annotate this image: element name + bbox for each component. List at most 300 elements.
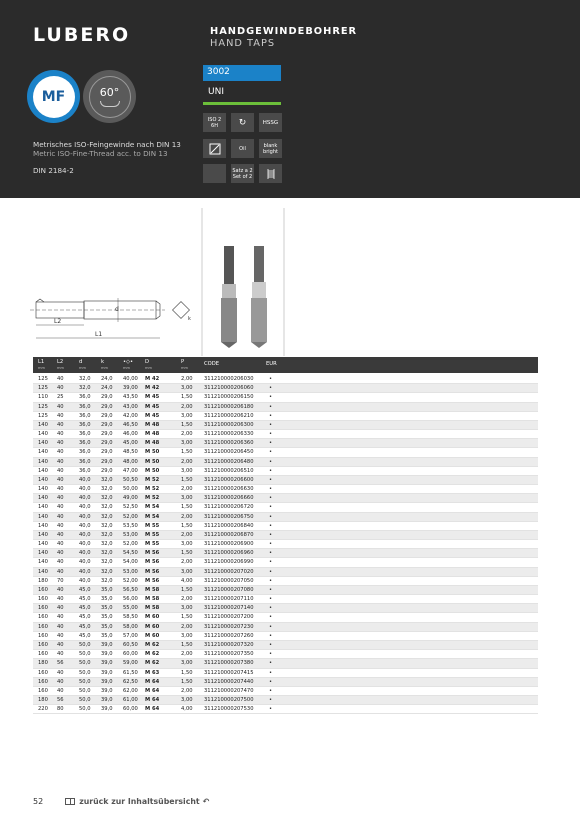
table-cell: 2,00 [181, 531, 193, 538]
table-cell: 36,0 [79, 458, 91, 465]
col-label: L1 [38, 359, 45, 365]
table-row [33, 549, 538, 558]
table-cell: 43,50 [123, 394, 138, 401]
table-cell: 1,50 [181, 669, 193, 676]
table-cell: M 56 [145, 568, 160, 575]
table-cell: 29,0 [101, 467, 113, 474]
table-cell: 52,50 [123, 504, 138, 511]
table-cell: M 64 [145, 687, 160, 694]
table-cell: 311210000206300 [204, 421, 254, 428]
table-cell: 45,0 [79, 614, 91, 621]
table-cell: 40 [57, 669, 64, 676]
table-cell: 59,00 [123, 660, 138, 667]
table-cell: M 64 [145, 706, 160, 713]
table-cell: 35,0 [101, 623, 113, 630]
col-label: EUR [266, 361, 277, 367]
table-cell: 32,0 [101, 531, 113, 538]
table-cell: 311210000206900 [204, 541, 254, 548]
table-cell: 40 [57, 403, 64, 410]
table-cell: 40,0 [79, 568, 91, 575]
table-cell: 160 [38, 623, 48, 630]
table-cell: 40 [57, 504, 64, 511]
col-header-eur [266, 362, 277, 368]
table-row [33, 448, 538, 457]
table-cell: 70 [57, 577, 64, 584]
col-label: D [145, 359, 149, 365]
table-row [33, 705, 538, 714]
table-cell: 52,00 [123, 577, 138, 584]
table-cell: M 64 [145, 678, 160, 685]
table-cell: 1,50 [181, 522, 193, 529]
col-header-pitch [181, 360, 188, 371]
table-cell: 40 [57, 678, 64, 685]
table-cell: • [269, 458, 273, 465]
table-cell: 53,00 [123, 568, 138, 575]
table-cell: 2,00 [181, 513, 193, 520]
tap-photo-2 [251, 246, 267, 348]
table-cell: 160 [38, 596, 48, 603]
table-cell: 160 [38, 586, 48, 593]
table-cell: M 60 [145, 632, 160, 639]
table-cell: 140 [38, 467, 48, 474]
table-cell: 50,0 [79, 660, 91, 667]
table-cell: 40 [57, 586, 64, 593]
table-cell: • [269, 550, 273, 557]
table-cell: • [269, 412, 273, 419]
logo-last-letter: O [111, 24, 131, 46]
table-cell: 53,50 [123, 522, 138, 529]
table-cell: 3,00 [181, 605, 193, 612]
table-cell: 3,00 [181, 632, 193, 639]
table-cell: 311210000206210 [204, 412, 254, 419]
table-row [33, 586, 538, 595]
tap-drawing-svg [0, 198, 580, 358]
return-arrow-icon: ↶ [202, 797, 210, 806]
table-cell: • [269, 641, 273, 648]
table-cell: 39,0 [101, 697, 113, 704]
col-unit: mm [145, 365, 153, 370]
table-cell: 311210000206510 [204, 467, 254, 474]
col-label: P [181, 359, 185, 365]
col-label: k [101, 359, 105, 365]
icon-line1: blank [263, 142, 278, 149]
table-row [33, 393, 538, 402]
table-cell: 3,00 [181, 412, 193, 419]
table-cell: 3,00 [181, 541, 193, 548]
drawing-label-d: d [115, 306, 119, 313]
col-header-l2 [57, 360, 64, 371]
table-cell: 56,50 [123, 586, 138, 593]
table-cell: • [269, 531, 273, 538]
table-cell: 40 [57, 458, 64, 465]
table-cell: 39,0 [101, 687, 113, 694]
product-code-badge: 3002 [203, 65, 281, 81]
table-cell: M 42 [145, 385, 160, 392]
table-cell: 40,0 [79, 486, 91, 493]
table-cell: M 62 [145, 651, 160, 658]
table-cell: 36,0 [79, 440, 91, 447]
table-cell: 40 [57, 495, 64, 502]
icon-line2: 6H [211, 122, 218, 129]
material-icon [259, 113, 282, 132]
col-header-l1 [38, 360, 45, 371]
table-cell: 311210000207440 [204, 678, 254, 685]
table-cell: 35,0 [101, 605, 113, 612]
table-row [33, 568, 538, 577]
table-cell: 40 [57, 541, 64, 548]
table-cell: • [269, 541, 273, 548]
table-cell: 140 [38, 440, 48, 447]
table-cell: M 58 [145, 586, 160, 593]
table-cell: 40 [57, 467, 64, 474]
table-cell: 3,00 [181, 385, 193, 392]
table-cell: 40 [57, 605, 64, 612]
table-cell: M 55 [145, 531, 160, 538]
table-cell: 311210000207500 [204, 697, 254, 704]
table-cell: 29,0 [101, 421, 113, 428]
table-cell: 1,50 [181, 641, 193, 648]
table-cell: 40,0 [79, 522, 91, 529]
table-cell: 39,0 [101, 706, 113, 713]
table-cell: 311210000206180 [204, 403, 254, 410]
tap-photo-1 [221, 246, 237, 348]
table-cell: 40,0 [79, 513, 91, 520]
table-cell: 220 [38, 706, 48, 713]
table-row [33, 641, 538, 650]
table-cell: 50,0 [79, 706, 91, 713]
table-cell: • [269, 522, 273, 529]
table-cell: 110 [38, 394, 48, 401]
table-cell: 54,50 [123, 550, 138, 557]
table-cell: • [269, 614, 273, 621]
table-cell: 1,50 [181, 476, 193, 483]
variant-color-bar [203, 102, 281, 105]
table-cell: 3,00 [181, 495, 193, 502]
table-cell: 36,0 [79, 431, 91, 438]
table-cell: • [269, 586, 273, 593]
table-cell: 40 [57, 596, 64, 603]
table-cell: • [269, 476, 273, 483]
table-cell: 40 [57, 421, 64, 428]
table-cell: 311210000206660 [204, 495, 254, 502]
surface-icon [259, 139, 282, 158]
table-cell: M 48 [145, 440, 160, 447]
table-row [33, 485, 538, 494]
table-cell: 32,0 [101, 577, 113, 584]
table-cell: M 55 [145, 541, 160, 548]
table-cell: M 62 [145, 660, 160, 667]
table-cell: 32,0 [101, 541, 113, 548]
coolant-icon [203, 139, 226, 158]
table-cell: 61,00 [123, 697, 138, 704]
table-cell: • [269, 577, 273, 584]
table-cell: • [269, 385, 273, 392]
table-cell: 50,0 [79, 697, 91, 704]
iso-tolerance-icon [203, 113, 226, 132]
table-cell: 40 [57, 531, 64, 538]
table-cell: 311210000206720 [204, 504, 254, 511]
table-cell: 56,00 [123, 596, 138, 603]
icon-line1: Satz a 2 [232, 167, 253, 174]
back-to-contents-link[interactable] [65, 797, 209, 806]
col-header-d [79, 360, 86, 371]
product-description [33, 140, 181, 158]
table-cell: 40 [57, 559, 64, 566]
table-cell: 160 [38, 669, 48, 676]
din-standard: DIN 2184-2 [33, 166, 74, 175]
table-cell: 40 [57, 476, 64, 483]
title-de: HANDGEWINDEBOHRER [210, 26, 358, 37]
table-cell: 40,0 [79, 577, 91, 584]
lubero-logo [33, 24, 130, 46]
table-row [33, 467, 538, 476]
table-cell: 32,0 [101, 476, 113, 483]
back-to-contents-label: zurück zur Inhaltsübersicht [79, 797, 200, 806]
table-cell: 40,0 [79, 476, 91, 483]
table-cell: 40,0 [79, 559, 91, 566]
table-cell: • [269, 394, 273, 401]
table-cell: 39,0 [101, 651, 113, 658]
table-cell: 50,0 [79, 678, 91, 685]
table-cell: 311210000206630 [204, 486, 254, 493]
table-row [33, 659, 538, 668]
table-cell: 46,50 [123, 421, 138, 428]
table-cell: 311210000206600 [204, 476, 254, 483]
table-cell: 140 [38, 513, 48, 520]
table-cell: • [269, 623, 273, 630]
table-cell: 56 [57, 660, 64, 667]
table-cell: 45,0 [79, 632, 91, 639]
table-cell: • [269, 632, 273, 639]
table-cell: 24,0 [101, 385, 113, 392]
table-row [33, 604, 538, 613]
table-cell: 140 [38, 522, 48, 529]
header-panel [0, 0, 580, 198]
table-cell: 62,50 [123, 678, 138, 685]
table-cell: 2,00 [181, 559, 193, 566]
table-cell: 2,00 [181, 596, 193, 603]
table-cell: 62,00 [123, 687, 138, 694]
table-cell: 311210000206990 [204, 559, 254, 566]
blank-icon [203, 164, 226, 183]
table-cell: 39,00 [123, 385, 138, 392]
table-cell: 80 [57, 706, 64, 713]
table-cell: 140 [38, 431, 48, 438]
table-cell: 40 [57, 440, 64, 447]
table-row [33, 430, 538, 439]
table-cell: 50,0 [79, 669, 91, 676]
table-cell: 311210000207110 [204, 596, 254, 603]
table-cell: 40 [57, 431, 64, 438]
table-cell: 40,00 [123, 376, 138, 382]
table-cell: 1,50 [181, 586, 193, 593]
table-cell: 40 [57, 513, 64, 520]
table-cell: 140 [38, 486, 48, 493]
table-cell: 311210000207080 [204, 586, 254, 593]
table-cell: 140 [38, 458, 48, 465]
icon-line1: ↻ [238, 117, 247, 128]
table-cell: 47,00 [123, 467, 138, 474]
table-cell: 32,0 [101, 513, 113, 520]
table-cell: 36,0 [79, 412, 91, 419]
table-cell: 40,0 [79, 550, 91, 557]
title-en: HAND TAPS [210, 38, 276, 49]
table-cell: 1,50 [181, 614, 193, 621]
table-cell: 29,0 [101, 394, 113, 401]
table-cell: 39,0 [101, 660, 113, 667]
table-cell: 36,0 [79, 421, 91, 428]
col-unit: mm [79, 365, 87, 370]
icon-line2: Set of 2 [232, 173, 253, 180]
table-cell: 311210000207140 [204, 605, 254, 612]
table-cell: M 48 [145, 421, 160, 428]
mf-badge-label: MF [41, 88, 66, 105]
table-cell: 48,50 [123, 449, 138, 456]
angle-arc-icon [100, 101, 120, 107]
table-cell: 40 [57, 449, 64, 456]
table-cell: 140 [38, 568, 48, 575]
table-cell: 40 [57, 641, 64, 648]
table-cell: 61,50 [123, 669, 138, 676]
table-row [33, 558, 538, 567]
table-cell: 2,00 [181, 623, 193, 630]
table-cell: 140 [38, 504, 48, 511]
product-table [33, 375, 538, 714]
table-row [33, 650, 538, 659]
table-cell: 140 [38, 476, 48, 483]
table-cell: 140 [38, 449, 48, 456]
table-cell: 311210000206330 [204, 431, 254, 438]
angle-badge [83, 70, 136, 123]
table-cell: • [269, 568, 273, 575]
table-cell: M 56 [145, 550, 160, 557]
table-row [33, 613, 538, 622]
table-cell: 25 [57, 394, 64, 401]
table-cell: 3,00 [181, 467, 193, 474]
table-cell: M 60 [145, 614, 160, 621]
table-cell: 50,0 [79, 641, 91, 648]
table-cell: 2,00 [181, 403, 193, 410]
table-cell: 50,0 [79, 651, 91, 658]
table-cell: • [269, 495, 273, 502]
table-row [33, 696, 538, 705]
table-cell: 40 [57, 385, 64, 392]
table-cell: 32,0 [79, 376, 91, 382]
table-cell: M 50 [145, 467, 160, 474]
table-cell: 40,0 [79, 504, 91, 511]
table-cell: 2,00 [181, 431, 193, 438]
thread-icon [259, 164, 282, 183]
table-row [33, 678, 538, 687]
table-cell: 125 [38, 412, 48, 419]
product-title [210, 26, 357, 50]
table-cell: 140 [38, 531, 48, 538]
table-cell: 311210000207470 [204, 687, 254, 694]
table-cell: 311210000207415 [204, 669, 254, 676]
table-cell: 311210000207230 [204, 623, 254, 630]
table-cell: M 52 [145, 495, 160, 502]
table-cell: M 64 [145, 697, 160, 704]
table-row [33, 595, 538, 604]
table-cell: M 45 [145, 403, 160, 410]
table-cell: 40,0 [79, 531, 91, 538]
table-cell: 32,0 [101, 550, 113, 557]
table-cell: M 50 [145, 449, 160, 456]
table-cell: 160 [38, 605, 48, 612]
angle-badge-label: 60° [99, 86, 120, 99]
table-cell: 311210000206480 [204, 458, 254, 465]
table-cell: 311210000206060 [204, 385, 254, 392]
table-cell: 45,00 [123, 440, 138, 447]
table-cell: M 54 [145, 504, 160, 511]
table-cell: 56 [57, 697, 64, 704]
table-cell: 35,0 [101, 614, 113, 621]
table-cell: • [269, 706, 273, 713]
logo-text: LUBER [33, 24, 112, 46]
table-cell: • [269, 440, 273, 447]
table-cell: 160 [38, 651, 48, 658]
table-cell: M 52 [145, 486, 160, 493]
col-label: L2 [57, 359, 64, 365]
table-cell: 1,50 [181, 394, 193, 401]
description-de: Metrisches ISO-Feingewinde nach DIN 13 [33, 140, 181, 149]
table-cell: 1,50 [181, 550, 193, 557]
oil-icon [231, 139, 254, 158]
drawing-label-l1: L1 [95, 331, 103, 338]
col-header-code [204, 362, 219, 368]
table-cell: M 63 [145, 669, 160, 676]
table-cell: 140 [38, 550, 48, 557]
table-cell: 311210000207200 [204, 614, 254, 621]
table-row [33, 503, 538, 512]
table-cell: 180 [38, 577, 48, 584]
table-cell: 35,0 [101, 596, 113, 603]
set-icon [231, 164, 254, 183]
table-cell: 40 [57, 412, 64, 419]
rotation-icon [231, 113, 254, 132]
table-cell: 55,00 [123, 605, 138, 612]
table-cell: 1,50 [181, 449, 193, 456]
table-cell: 125 [38, 403, 48, 410]
table-cell: 60,50 [123, 641, 138, 648]
table-cell: 160 [38, 632, 48, 639]
table-cell: 2,00 [181, 486, 193, 493]
table-cell: 40 [57, 550, 64, 557]
table-cell: 4,00 [181, 577, 193, 584]
table-cell: 39,0 [101, 669, 113, 676]
table-row [33, 384, 538, 393]
book-icon [65, 798, 75, 805]
table-row [33, 403, 538, 412]
table-cell: 52,00 [123, 541, 138, 548]
table-cell: 50,0 [79, 687, 91, 694]
table-row [33, 494, 538, 503]
table-row [33, 577, 538, 586]
table-cell: 53,00 [123, 531, 138, 538]
table-cell: 36,0 [79, 403, 91, 410]
table-cell: 52,00 [123, 513, 138, 520]
icon-line2: bright [263, 148, 278, 155]
table-cell: 40 [57, 614, 64, 621]
table-cell: • [269, 605, 273, 612]
table-cell: 311210000207530 [204, 706, 254, 713]
col-header-size [123, 360, 133, 371]
table-cell: 60,00 [123, 706, 138, 713]
table-cell: • [269, 486, 273, 493]
drawing-label-l2: L2 [54, 318, 62, 325]
table-row [33, 632, 538, 641]
table-cell: 160 [38, 687, 48, 694]
